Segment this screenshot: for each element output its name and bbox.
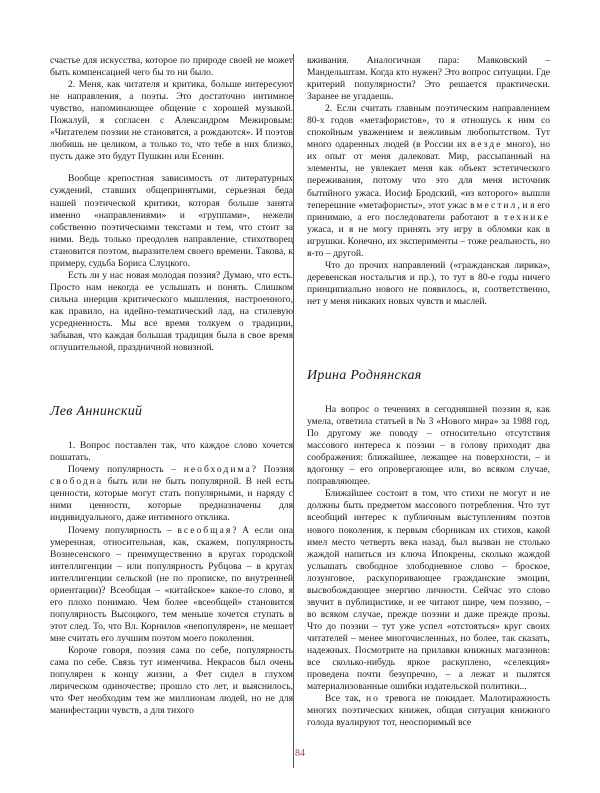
paragraph: Ближайшее состоит в том, что стихи не могут и не должны быть предметом массового потребления. Что тут всеобщий интерес к публичным выступлениям поэтов нового поколения, к первым сборникам их стихов, какой имел место четверть века назад, был вызван не столько жаждой напиться из ключа Ипокрены, сколько жаждой услышать свободное злободневное слово – броское, лозунговое, раскупоривающее гражданские эмоции, высвобождающее энергию личности. Сейчас это слово звучит в публицистике, и ее читают шире, чем поэзию, – во всяком случае, прежде поэзии и даже прежде прозы. Что до поэзии – тут уже успел «отстояться» круг своих читателей – менее многочисленных, но более, так сказать, надежных. Посмотрите на прилавки книжных магазинов: все сколько-нибудь яркое раскуплено, «селекция» проведена почти безупречно, – а лежат и пылятся материализованные ошибки издательской политики... — [307, 488, 550, 693]
paragraph: Есть ли у нас новая молодая поэзия? Думаю, что есть. Просто нам некогда ее услышать и понять. Слишком сильна инерция критического мышления, настроенного, как правило, на идейно-тематический лад, на стилевую усредненность. Мы все время толкуем о традиции, забывая, что каждая большая традиция была в свое время оглушительной, праздничной новизной. — [50, 269, 293, 354]
text: Почему популярность – — [68, 464, 184, 476]
left-column — [50, 55, 293, 717]
paragraph: 1. Вопрос поставлен так, что каждое слово хочется пошатать. — [50, 440, 293, 464]
text: тревога не покидает. Малотиражность многих поэтических книжек, общая ситуация книжного голода вуалируют тот, неоспоримый все — [307, 693, 550, 729]
paragraph: На вопрос о течениях в сегодняшней поэзии я, как умела, ответила статьей в № 3 «Нового мира» за 1988 год. По другому же поводу – относительно отсутствия массового интереса к поэзии – в голову приходят два соображения: ближайшее, лежащее на поверхности, – и вдогонку – его опровергающее или, во всяком случае, поправляющее. — [307, 404, 550, 488]
paragraph: счастье для искусства, которое по природе своей не может быть компенсацией чего бы то ни было. — [50, 55, 293, 79]
emphasis: технике — [503, 211, 550, 223]
text: , и я его принимаю, а его последователи работают в — [307, 199, 550, 223]
paragraph: Вообще крепостная зависимость от литературных суждений, ставших общепринятыми, серьезная беда нашей поэтической критики, которая больше занята именно «направлениями» и «группами», нежели собственно поэтическими текстами и тем, что стоит за ними. Ведь только преодолев направление, стихотворец становится поэтом, выразителем своего времени. Такова, к примеру, судьба Бориса Слуцкого. — [50, 173, 293, 269]
emphasis: всеобщая — [177, 524, 233, 536]
text: 2. Если считать главным поэтическим направлением 80-х годов «метафористов», то я отношусь к ним со спокойным уважением и вежливым любопытством. Тут много одаренных людей (в России их — [307, 103, 550, 151]
paragraph: вживания. Аналогичная пара: Маяковский – Мандельштам. Когда кто нужен? Это вопрос ситуации. Где критерий популярности? Это решается практически. Заранее не угадаешь. — [307, 55, 550, 103]
text: ужаса, и я не могу принять эту игру в обломки как в игрушки. Конечно, их эксперименты – тоже реальность, но я-то – другой. — [307, 223, 550, 259]
emphasis: необходима — [183, 464, 252, 476]
paragraph — [50, 525, 293, 645]
paragraph — [307, 103, 550, 260]
author-heading-annisky: Лев Аннинский — [50, 404, 143, 420]
text: много), но их опыт от меня далековат. Мир, рассыпанный на элементы, не увлекает меня как объект эстетического переживания, потому что это для меня источник бытийного ужаса. Иосиф Бродский, «из которого» вышли теперешние «метафористы», этот ужас — [307, 139, 550, 211]
text: Все так, — [325, 693, 366, 705]
paragraph: Что до прочих направлений («гражданская лирика», деревенская ностальгия и пр.), то тут в 80-е годы ничего принципиально нового не появилось, и, соответственно, нет у меня никаких новых чувств и мыслей. — [307, 259, 550, 307]
paragraph: 2. Меня, как читателя и критика, больше интересуют не направления, а поэты. Это достаточно интимное чувство, напоминающее общение с хорошей музыкой. Пожалуй, я согласен с Александром Межировым: «Читателем поэзии не становятся, а рождаются». И поэтов любишь не целиком, а только то, что тебе в них близко, пусть даже это будут Пушкин или Есенин. — [50, 79, 293, 163]
emphasis: вместил — [470, 199, 518, 211]
author-heading-rodnyanskaya: Ирина Роднянская — [307, 367, 422, 383]
emphasis: но — [365, 693, 380, 705]
right-column — [307, 55, 550, 729]
emphasis: свободна — [50, 476, 104, 488]
emphasis: везде — [470, 139, 503, 151]
paragraph: Короче говоря, поэзия сама по себе, популярность сама по себе. Связь тут изменчива. Некрасов был очень популярен к концу жизни, а Фет сидел в глухом лирическом одиночестве; прошло сто лет, и выяснилось, что Фет необходим тем же миллионам людей, но не для манифестации чувств, а для тихого — [50, 644, 293, 717]
text: быть или не быть популярной. В ней есть ценности, которые могут стать популярными, и наряду с ними ценности, которые предназначены для индивидуального, даже интимного отклика. — [50, 476, 293, 524]
text: ? А если она умеренная, относительная, как, скажем, популярность Вознесенского – преимущественно в кругах городской интеллигенции – или популярность Рубцова – в кругах интеллигенции сельской (не по прописке, по внутренней ориентации)? Всеобщая – «китайское» какое-то слово, я его плохо понимаю. Чем более «всеобщей» становится популярность Высоцкого, тем меньше хочется ступать в этот след. То, что Вл. Корнилов «непопулярен», не мешает мне считать его лучшим поэтом моего поколения. — [50, 524, 294, 644]
text: Почему популярность – — [68, 524, 178, 536]
paragraph — [307, 693, 550, 729]
paragraph — [50, 464, 293, 524]
column-divider — [293, 54, 294, 768]
text: ? Поэзия — [251, 464, 293, 476]
page-number: 84 — [295, 748, 305, 759]
